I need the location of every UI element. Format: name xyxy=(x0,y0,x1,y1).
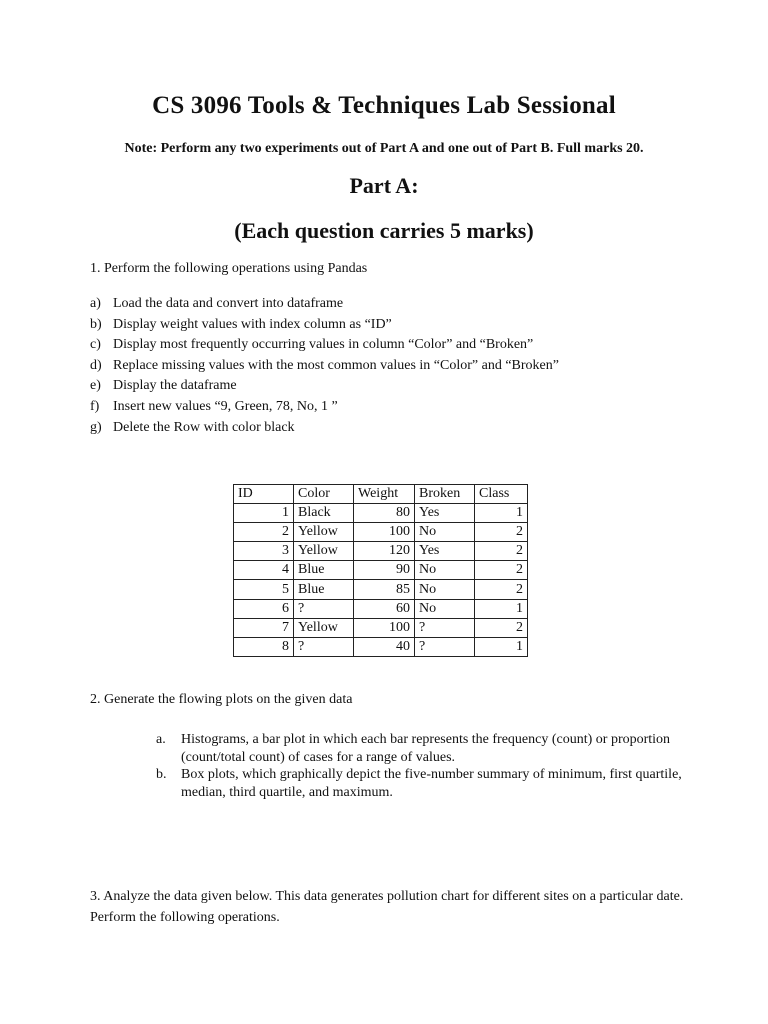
table-cell: 60 xyxy=(354,599,415,618)
question-2: 2. Generate the flowing plots on the given data xyxy=(90,692,353,707)
table-cell: Blue xyxy=(294,561,354,580)
list-item-text: Display the dataframe xyxy=(113,378,237,394)
table-row xyxy=(234,523,528,542)
table-cell: 7 xyxy=(234,618,294,637)
list-marker: b. xyxy=(156,767,167,782)
instructions-note: Note: Perform any two experiments out of Part A and one out of Part B. Full marks 20. xyxy=(124,141,644,156)
column-header-color: Color xyxy=(294,485,354,504)
list-item xyxy=(90,294,559,315)
list-item xyxy=(90,335,559,356)
table-cell: Yes xyxy=(415,542,475,561)
data-table xyxy=(233,484,528,657)
list-item xyxy=(90,397,559,418)
document-title: CS 3096 Tools & Techniques Lab Sessional xyxy=(152,92,616,119)
table-cell: 3 xyxy=(234,542,294,561)
table-cell: 1 xyxy=(234,504,294,523)
table-cell: 40 xyxy=(354,637,415,656)
list-marker: e) xyxy=(90,378,101,394)
table-row xyxy=(234,542,528,561)
table-cell: No xyxy=(415,523,475,542)
table-cell: No xyxy=(415,561,475,580)
marks-subheading: (Each question carries 5 marks) xyxy=(234,218,534,243)
table-cell: Yellow xyxy=(294,618,354,637)
list-marker: b) xyxy=(90,316,102,332)
table-cell: Yes xyxy=(415,504,475,523)
table-cell: 85 xyxy=(354,580,415,599)
table-cell: 100 xyxy=(354,523,415,542)
table-cell: 2 xyxy=(475,561,528,580)
table-cell: Yellow xyxy=(294,523,354,542)
table-cell: 80 xyxy=(354,504,415,523)
table-cell: 2 xyxy=(475,618,528,637)
table-cell: 6 xyxy=(234,599,294,618)
table-cell: Blue xyxy=(294,580,354,599)
column-header-id: ID xyxy=(234,485,294,504)
question-2-tasks xyxy=(156,731,696,801)
table-cell: ? xyxy=(294,599,354,618)
table-cell: 1 xyxy=(475,637,528,656)
list-item-text: Display most frequently occurring values in column “Color” and “Broken” xyxy=(113,337,534,353)
list-item-text: Load the data and convert into dataframe xyxy=(113,296,344,311)
list-item-text: Replace missing values with the most common values in “Color” and “Broken” xyxy=(113,357,559,373)
table-cell: 5 xyxy=(234,580,294,599)
list-marker: g) xyxy=(90,419,102,435)
table-row xyxy=(234,618,528,637)
list-marker: f) xyxy=(90,398,100,414)
table-cell: 1 xyxy=(475,599,528,618)
list-marker: a. xyxy=(156,732,166,747)
question-3: 3. Analyze the data given below. This data generates pollution chart for different sites on a particular date. Perform the following operations. xyxy=(90,889,684,925)
list-marker: c) xyxy=(90,337,101,353)
table-cell: Yellow xyxy=(294,542,354,561)
table-cell: 100 xyxy=(354,618,415,637)
list-item-text: Display weight values with index column as “ID” xyxy=(113,316,392,332)
question-1-tasks xyxy=(90,294,559,438)
table-cell: 120 xyxy=(354,542,415,561)
question-1: 1. Perform the following operations using Pandas xyxy=(90,261,368,276)
part-heading: Part A: xyxy=(349,173,419,198)
column-header-weight: Weight xyxy=(354,485,415,504)
list-item xyxy=(156,731,696,766)
list-item xyxy=(90,418,559,439)
list-item xyxy=(156,766,696,801)
table-row xyxy=(234,504,528,523)
list-marker: d) xyxy=(90,357,102,373)
table-cell: 4 xyxy=(234,561,294,580)
table-cell: No xyxy=(415,599,475,618)
table-cell: 2 xyxy=(475,542,528,561)
table-row xyxy=(234,637,528,656)
column-header-broken: Broken xyxy=(415,485,475,504)
table-cell: 90 xyxy=(354,561,415,580)
table-cell: ? xyxy=(415,618,475,637)
list-item xyxy=(90,376,559,397)
list-item-text: Box plots, which graphically depict the five-number summary of minimum, first quartile, median, third quartile, and maximum. xyxy=(181,767,682,800)
table-header-row xyxy=(234,485,528,504)
list-marker: a) xyxy=(90,296,101,311)
table-cell: 8 xyxy=(234,637,294,656)
table-cell: ? xyxy=(294,637,354,656)
table-cell: 1 xyxy=(475,504,528,523)
list-item xyxy=(90,356,559,377)
table-cell: 2 xyxy=(475,523,528,542)
list-item xyxy=(90,315,559,336)
table-cell: Black xyxy=(294,504,354,523)
table-row xyxy=(234,580,528,599)
list-item-text: Delete the Row with color black xyxy=(113,419,295,435)
list-item-text: Insert new values “9, Green, 78, No, 1 ” xyxy=(113,398,338,414)
table-row xyxy=(234,561,528,580)
table-row xyxy=(234,599,528,618)
table-cell: ? xyxy=(415,637,475,656)
column-header-class: Class xyxy=(475,485,528,504)
table-cell: 2 xyxy=(475,580,528,599)
table-cell: No xyxy=(415,580,475,599)
list-item-text: Histograms, a bar plot in which each bar represents the frequency (count) or proportion (count/total count) of cases for a range of values. xyxy=(181,732,671,765)
table-cell: 2 xyxy=(234,523,294,542)
